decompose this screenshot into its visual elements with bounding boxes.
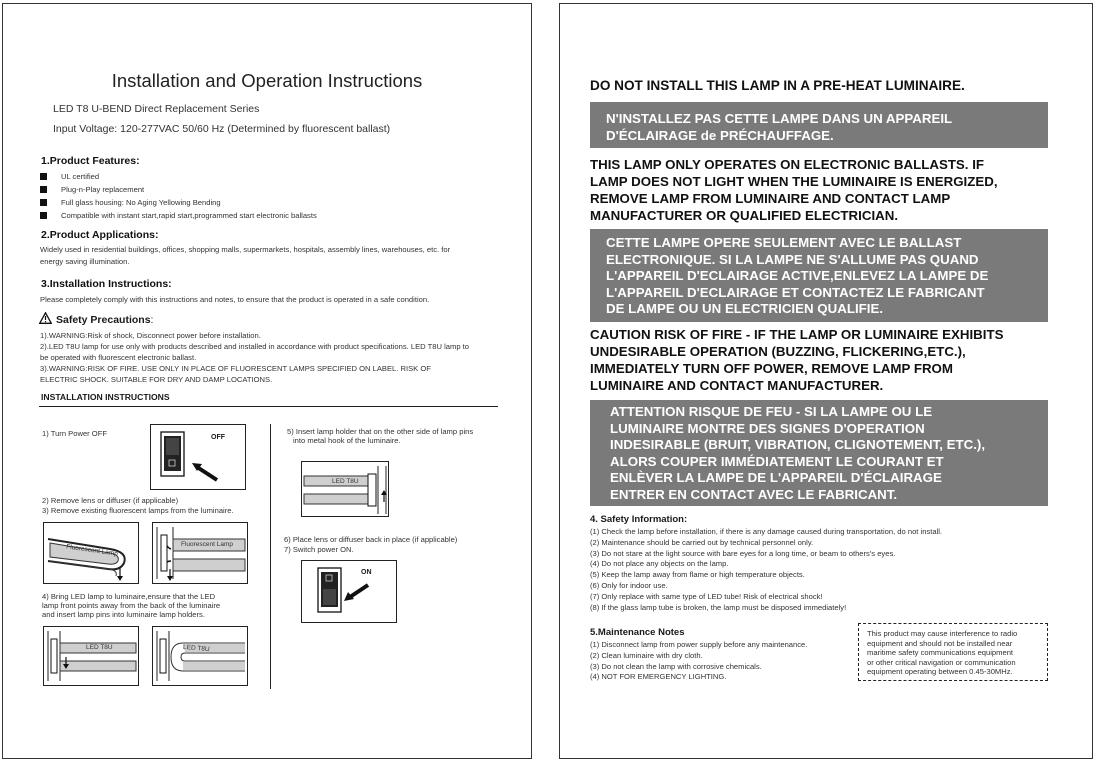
input-voltage: Input Voltage: 120-277VAC 50/60 Hz (Determined by fluorescent ballast) [53, 123, 391, 135]
step-5: 5) Insert lamp holder that on the other side of lamp pins [287, 427, 474, 436]
remove-lamp-illustration-2 [152, 522, 248, 584]
page-title: Installation and Operation Instructions [111, 70, 423, 91]
bullet-icon [40, 173, 47, 180]
warning-line: be operated with fluorescent electronic ballast. [40, 353, 197, 362]
list-item: (2) Clean luminaire with dry cloth. [590, 650, 703, 660]
warning-icon [39, 312, 52, 324]
list-item: (1) Disconnect lamp from power supply before any maintenance. [590, 640, 808, 649]
list-item: (3) Do not clean the lamp with corrosive chemicals. [590, 661, 762, 671]
list-item: (8) If the glass lamp tube is broken, the lamp must be disposed immediately! [590, 602, 847, 612]
install-text: Please completely comply with this instructions and notes, to ensure that the product is operated in a safe condition. [40, 295, 430, 304]
list-item: (1) Check the lamp before installation, if there is any damage caused during transportation, do not install. [590, 527, 943, 536]
step-5: into metal hook of the luminaire. [293, 436, 401, 445]
column-divider [270, 424, 271, 689]
lamp-holder-icon [302, 462, 388, 516]
applications-text: Widely used in residential buildings, offices, shopping malls, supermarkets, hospitals, assembly lines, warehouses, etc. for [40, 245, 451, 254]
led-lamp-icon [153, 627, 247, 685]
warning-line: ELECTRIC SHOCK. SUITABLE FOR DRY AND DAMP LOCATIONS. [40, 375, 273, 384]
warning-line: 2).LED T8U lamp for use only with products described and installed in accordance with product specifications. LED T8U lamp to [40, 342, 469, 351]
list-item: (5) Keep the lamp away from flame or high temperature objects. [590, 570, 805, 580]
step-1: 1) Turn Power OFF [42, 429, 107, 438]
feature-item: UL certified [40, 172, 99, 181]
feature-item: Full glass housing: No Aging Yellowing Bending [40, 198, 221, 207]
switch-on-icon [302, 561, 396, 622]
warning-preheat-fr: N'INSTALLEZ PAS CETTE LAMPE DANS UN APPAREIL D'ÉCLAIRAGE de PRÉCHAUFFAGE. [590, 102, 1048, 148]
step-7: 7) Switch power ON. [284, 545, 354, 554]
divider [39, 406, 498, 407]
led-lamp-label: LED T8U [86, 644, 113, 651]
off-label: OFF [211, 434, 225, 441]
features-heading: 1.Product Features: [41, 155, 140, 167]
warning-fire-fr: ATTENTION RISQUE DE FEU - SI LA LAMPE OU LE LUMINAIRE MONTRE DES SIGNES D'OPERATION INDESIRABLE (BRUIT, VIBRATION, CLIGNOTEMENT, ETC.), ALORS COUPER IMMÉDIATEMENT LE COURANT ET ENLÈVER LA LAMPE DE L'APPAREIL D'ÉCLAIRAGE ENTRER EN CONTACT AVEC LE FABRICANT. [590, 400, 1048, 506]
applications-heading: 2.Product Applications: [41, 229, 159, 241]
list-item: (3) Do not stare at the light source with bare eyes for a long time, or beam to others's eyes. [590, 548, 896, 558]
interference-note: This product may cause interference to radio equipment and should not be installed near maritime safety communications equipment or other critical navigation or communication equipment operating between 0.45-30MHz. [858, 623, 1048, 681]
switch-off-icon [151, 425, 245, 489]
fluorescent-lamp-label: Fluorescent Lamp [65, 543, 119, 558]
warning-ballast-fr: CETTE LAMPE OPERE SEULEMENT AVEC LE BALLAST ELECTRONIQUE. SI LA LAMPE NE S'ALLUME PAS QUAND L'APPAREIL D'ECLAIRAGE ACTIVE,ENLEVEZ LA LAMPE DE L'APPAREIL D'ECLAIRAGE ET CONTACTEZ LE FABRICANT DE LAMPE OU UN ELECTRICIEN QUALIFIE. [590, 229, 1048, 322]
warning-ballast-en: THIS LAMP ONLY OPERATES ON ELECTRONIC BALLASTS. IF LAMP DOES NOT LIGHT WHEN THE LUMINAIRE IS ENERGIZED, REMOVE LAMP FROM LUMINAIRE AND CONTACT LAMP MANUFACTURER OR QUALIFIED ELECTRICIAN. [590, 157, 998, 223]
step-4: lamp front points away from the back of the luminaire [42, 601, 221, 610]
maintenance-heading: 5.Maintenance Notes [590, 627, 685, 638]
led-lamp-label: LED T8U [182, 643, 210, 654]
maintenance-list [590, 640, 807, 683]
insert-led-illustration-2 [152, 626, 248, 686]
led-lamp-icon [44, 627, 138, 685]
step-6: 6) Place lens or diffuser back in place (if applicable) [284, 535, 458, 544]
switch-on-illustration [301, 560, 397, 623]
series-name: LED T8 U-BEND Direct Replacement Series [53, 103, 260, 115]
safety-info-list [590, 527, 942, 613]
step-2: 2) Remove lens or diffuser (if applicable) [42, 496, 179, 505]
warning-line: 1).WARNING:Risk of shock, Disconnect power before installation. [40, 331, 261, 340]
applications-text: energy saving illumination. [40, 257, 130, 266]
feature-item: Compatible with instant start,rapid start,programmed start electronic ballasts [40, 211, 317, 220]
install-heading: 3.Installation Instructions: [41, 278, 172, 290]
safety-precautions-heading: Safety Precautions: [39, 312, 153, 326]
steps-heading: INSTALLATION INSTRUCTIONS [41, 392, 170, 402]
list-item: (4) Do not place any objects on the lamp. [590, 559, 729, 569]
step-4: 4) Bring LED lamp to luminaire,ensure that the LED [42, 592, 216, 601]
list-item: (4) NOT FOR EMERGENCY LIGHTING. [590, 672, 727, 682]
list-item: (6) Only for indoor use. [590, 580, 668, 590]
bullet-icon [40, 186, 47, 193]
warning-line: 3).WARNING:RISK OF FIRE. USE ONLY IN PLACE OF FLUORESCENT LAMPS SPECIFIED ON LABEL. RISK OF [40, 364, 431, 373]
lamp-holder-illustration [301, 461, 389, 517]
list-item: (7) Only replace with same type of LED tube! Risk of electrical shock! [590, 591, 823, 601]
step-3: 3) Remove existing fluorescent lamps from the luminaire. [42, 506, 234, 515]
safety-info-heading: 4. Safety Information: [590, 514, 688, 525]
on-label: ON [361, 569, 372, 576]
lamp-holder-icon [153, 523, 247, 583]
fluorescent-lamp-label: Fluorescent Lamp [181, 541, 234, 548]
bullet-icon [40, 199, 47, 206]
warning-preheat-en: DO NOT INSTALL THIS LAMP IN A PRE-HEAT LUMINAIRE. [590, 78, 965, 93]
step-4: and insert lamp pins into luminaire lamp holders. [42, 610, 205, 619]
remove-lamp-illustration-1 [43, 522, 139, 584]
switch-off-illustration [150, 424, 246, 490]
feature-item: Plug-n-Play replacement [40, 185, 144, 194]
insert-led-illustration-1 [43, 626, 139, 686]
bullet-icon [40, 212, 47, 219]
left-page [2, 3, 532, 759]
warning-fire-en: CAUTION RISK OF FIRE - IF THE LAMP OR LUMINAIRE EXHIBITS UNDESIRABLE OPERATION (BUZZING, FLICKERING,ETC.), IMMEDIATELY TURN OFF POWER, REMOVE LAMP FROM LUMINAIRE AND CONTACT MANUFACTURER. [590, 327, 1004, 393]
right-page [559, 3, 1093, 759]
led-lamp-label: LED T8U [332, 478, 359, 485]
list-item: (2) Maintenance should be carried out by technical personnel only. [590, 537, 814, 547]
